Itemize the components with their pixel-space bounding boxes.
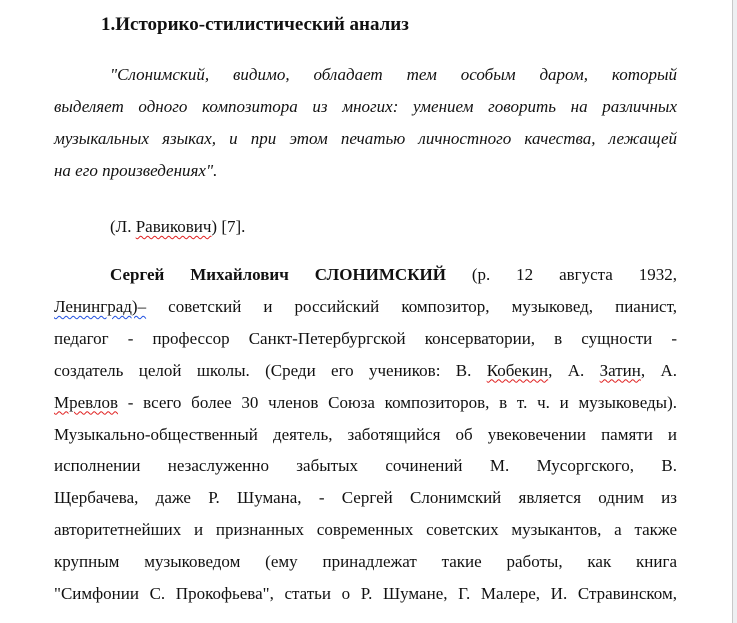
text-run: на его произведениях". (54, 161, 218, 180)
text-run: авторитетнейших и признанных современных советских музыкантов, а также (54, 520, 677, 540)
text-line (54, 456, 677, 476)
spellcheck-flagged-word: Мревлов (54, 392, 118, 412)
text-run: создатель целой школы. (Среди его учеников: В. (54, 360, 487, 380)
section-heading: 1.Историко-стилистический анализ (101, 14, 409, 35)
text-run: педагог - профессор Санкт-Петербургской консерватории, в сущности - (54, 328, 677, 348)
text-line (54, 488, 677, 508)
text-line (54, 393, 677, 413)
citation-author: Равикович (135, 217, 212, 236)
page-gutter (733, 0, 737, 623)
spellcheck-flagged-word: Кобекин (486, 360, 549, 380)
spellcheck-flagged-word: Затин (599, 360, 641, 380)
text-run: , А. (548, 360, 600, 380)
text-line (54, 425, 677, 445)
text-run: исполнении незаслуженно забытых сочинений М. Мусоргского, В. (54, 456, 677, 476)
text-line (54, 584, 677, 604)
text-run: Музыкально-общественный деятель, заботящийся об увековечении памяти и (54, 424, 677, 444)
epigraph-citation (110, 217, 245, 237)
text-line (110, 265, 677, 285)
text-run: (р. 12 августа 1932, (445, 265, 677, 284)
text-run: советский и российский композитор, музыковед, пианист, (146, 296, 677, 316)
text-line (54, 297, 677, 317)
text-run: Сергей Михайлович СЛОНИМСКИЙ (110, 265, 446, 284)
text-run: выделяет одного композитора из многих: умением говорить на различных (54, 97, 677, 116)
citation-post: ) [7]. (211, 217, 246, 236)
text-run: "Слонимский, видимо, обладает тем особым даром, который (110, 65, 677, 84)
text-line (54, 329, 677, 349)
text-run: , А. (640, 360, 678, 380)
spellcheck-flagged-word: Ленинград)– (54, 296, 147, 316)
text-run: музыкальных языках, и при этом печатью личностного качества, лежащей (54, 129, 677, 148)
text-line (54, 552, 677, 572)
text-line (54, 129, 677, 149)
text-run: - всего более 30 членов Союза композиторов, в т. ч. и музыковеды). (117, 392, 677, 412)
text-run: крупным музыковедом (ему принадлежат такие работы, как книга (54, 552, 677, 572)
citation-pre: (Л. (110, 217, 136, 236)
text-line (54, 361, 677, 381)
text-line (54, 520, 677, 540)
text-line (54, 161, 677, 181)
text-line (54, 97, 677, 117)
text-run: Щербачева, даже Р. Шумана, - Сергей Слонимский является одним из (54, 488, 677, 508)
text-line (110, 65, 677, 85)
text-run: "Симфонии С. Прокофьева", статьи о Р. Шумане, Г. Малере, И. Стравинском, (54, 584, 677, 603)
